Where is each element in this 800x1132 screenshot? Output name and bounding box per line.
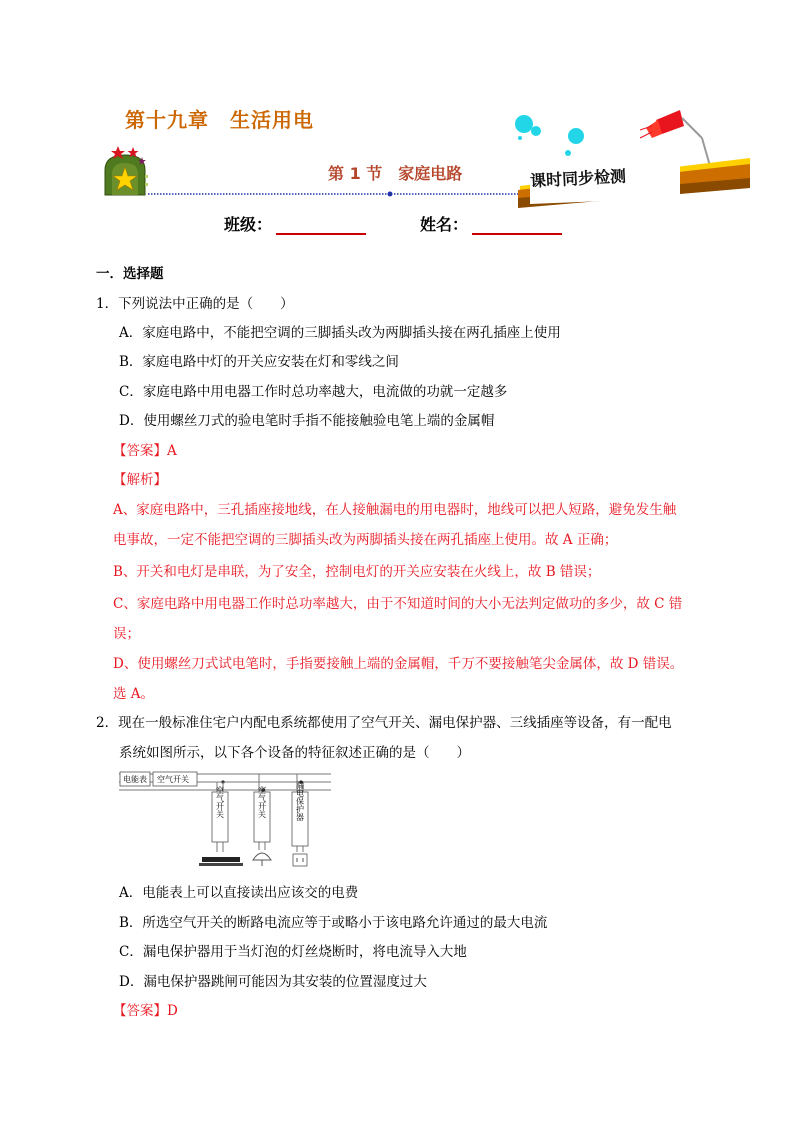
q1-stem: 1．下列说法中正确的是（ ） <box>96 296 294 312</box>
q1-analysis-line: A、家庭电路中，三孔插座接地线，在人接触漏电的用电器时，地线可以把人短路，避免发生触 <box>113 502 677 518</box>
q1-analysis-label: 【解析】 <box>113 472 167 488</box>
q1-analysis-line: 选 A。 <box>113 686 155 702</box>
q1-answer: 【答案】A <box>113 443 177 459</box>
section-heading: 一．选择题 <box>96 266 164 282</box>
branch2-label: 空气开关 <box>257 786 267 818</box>
bubbles-icon <box>515 115 584 156</box>
q1-analysis-line: 电事故，一定不能把空调的三脚插头改为两脚插头接在两孔插座上使用。故 A 正确； <box>113 532 618 548</box>
circuit-svg <box>119 770 334 872</box>
q2-stem-line: 系统如图所示，以下各个设备的特征叙述正确的是（ ） <box>119 745 470 761</box>
class-blank[interactable] <box>276 215 366 235</box>
q2-stem-line: 2．现在一般标准住宅户内配电系统都使用了空气开关、漏电保护器、三线插座等设备，有一配电 <box>96 715 672 731</box>
q2-option-a: A．电能表上可以直接读出应该交的电费 <box>119 885 359 901</box>
branch1-label: 空气开关 <box>215 786 225 818</box>
q1-analysis-line: 误； <box>113 626 140 642</box>
distribution-diagram <box>119 770 334 872</box>
class-label: 班级： <box>224 215 273 234</box>
q1-analysis-line: B、开关和电灯是串联，为了安全，控制电灯的开关应安装在火线上，故 B 错误； <box>113 564 601 580</box>
name-blank[interactable] <box>472 215 562 235</box>
section-title: 第 1 节 家庭电路 <box>328 164 463 183</box>
lamp-icon <box>253 853 271 860</box>
chapter-title: 第十九章 生活用电 <box>125 108 314 132</box>
q2-option-c: C．漏电保护器用于当灯泡的灯丝烧断时，将电流导入大地 <box>119 944 467 960</box>
q1-analysis-line: C、家庭电路中用电器工作时总功率越大，由于不知道时间的大小无法判定做功的多少，故 C 错 <box>113 596 683 612</box>
q1-option-c: C．家庭电路中用电器工作时总功率越大，电流做的功就一定越多 <box>119 384 508 400</box>
desk-lamp-icon <box>640 110 710 166</box>
q1-option-b: B．家庭电路中灯的开关应安装在灯和零线之间 <box>119 354 399 370</box>
name-label: 姓名： <box>420 215 469 234</box>
q1-option-d: D．使用螺丝刀式的验电笔时手指不能接触验电笔上端的金属帽 <box>119 413 495 429</box>
banner-text: 课时同步检测 <box>529 166 627 191</box>
q2-option-b: B．所选空气开关的断路电流应等于或略小于该电路允许通过的最大电流 <box>119 915 548 931</box>
branch3-label: 漏电保护器 <box>295 781 305 821</box>
heater-icon <box>202 857 240 862</box>
star-emblem-icon <box>105 146 148 195</box>
q2-option-d: D．漏电保护器跳闸可能因为其安装的位置湿度过大 <box>119 974 427 990</box>
q2-answer: 【答案】D <box>113 1003 178 1019</box>
main-switch-label: 空气开关 <box>157 775 189 784</box>
meter-label: 电能表 <box>123 775 147 784</box>
name-field <box>420 212 562 235</box>
class-field <box>224 212 366 235</box>
q1-option-a: A．家庭电路中，不能把空调的三脚插头改为两脚插头接在两孔插座上使用 <box>119 325 561 341</box>
q1-analysis-line: D、使用螺丝刀式试电笔时，手指要接触上端的金属帽，千万不要接触笔尖金属体，故 D 错误。 <box>113 656 684 672</box>
socket-icon <box>293 854 307 866</box>
